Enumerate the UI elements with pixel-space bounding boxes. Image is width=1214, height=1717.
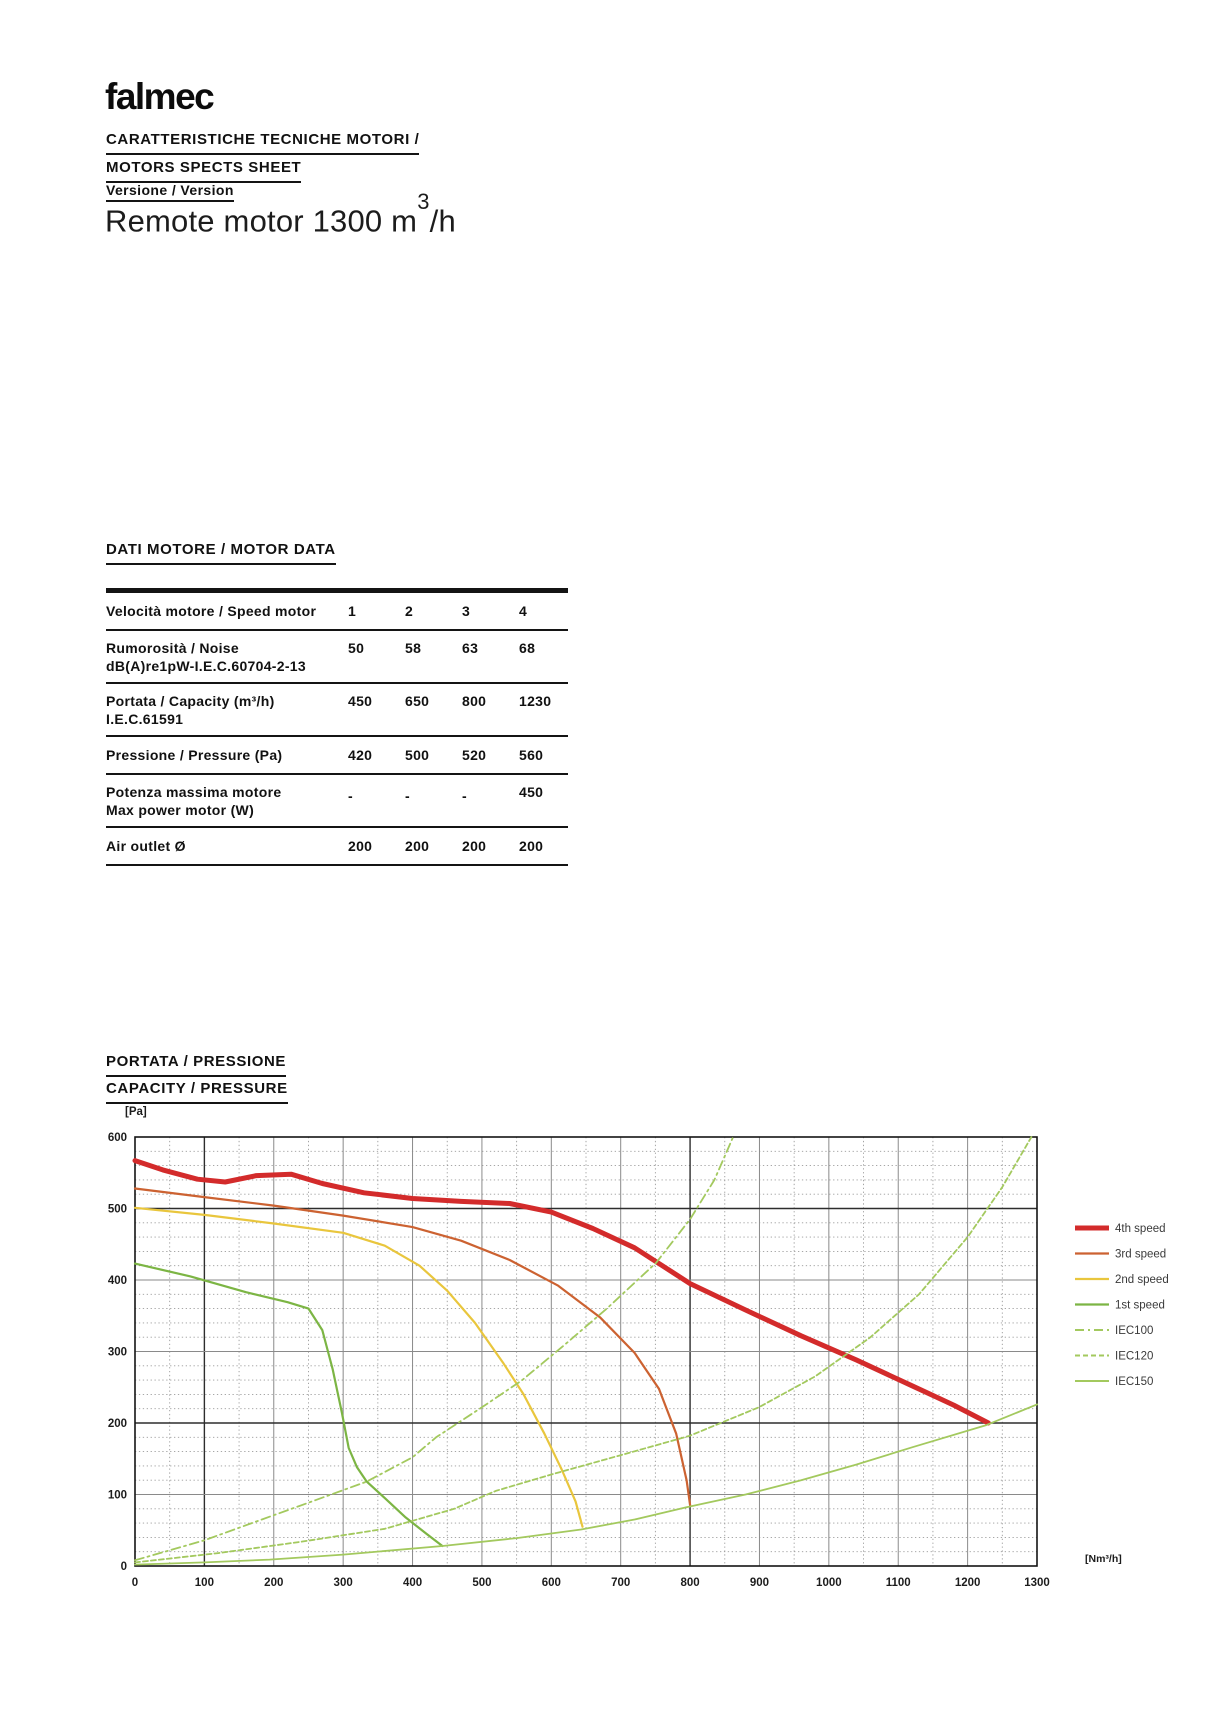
table-row-speed xyxy=(106,593,568,631)
capacity-pressure-chart-svg xyxy=(95,1095,1200,1655)
axis-labels xyxy=(108,1132,1050,1589)
table-row-air-outlet xyxy=(106,828,568,864)
svg-text:1000: 1000 xyxy=(816,1577,842,1589)
legend-item-3rd-speed xyxy=(1075,1249,1166,1261)
row-value: 800 xyxy=(462,693,487,709)
chart-title-line2: CAPACITY / PRESSURE xyxy=(106,1077,288,1104)
row-value: 1230 xyxy=(519,693,552,709)
row-value: 63 xyxy=(462,640,479,656)
svg-text:1100: 1100 xyxy=(885,1577,911,1589)
legend-item-1st-speed xyxy=(1075,1300,1165,1312)
model-title-sup: 3 xyxy=(417,189,430,214)
row-value: 50 xyxy=(348,640,365,656)
row-value: 68 xyxy=(519,640,536,656)
svg-text:300: 300 xyxy=(107,1346,127,1359)
doc-title-line1: CARATTERISTICHE TECNICHE MOTORI / xyxy=(106,128,419,155)
svg-text:1200: 1200 xyxy=(954,1577,981,1589)
falmec-logo: falmec xyxy=(105,76,214,117)
row-label: Portata / Capacity (m³/h) I.E.C.61591 xyxy=(106,693,275,727)
row-value: 520 xyxy=(462,747,487,763)
legend-item-2nd-speed xyxy=(1075,1274,1169,1286)
table-row-pressure xyxy=(106,737,568,775)
svg-text:[Nm³/h]: [Nm³/h] xyxy=(1085,1553,1122,1565)
row-label: Potenza massima motore Max power motor (W) xyxy=(106,784,282,818)
row-value: 420 xyxy=(348,747,373,763)
motor-data-table xyxy=(106,588,568,866)
svg-text:800: 800 xyxy=(680,1577,700,1589)
svg-text:500: 500 xyxy=(472,1577,492,1589)
grid-layer xyxy=(135,1137,1037,1566)
legend-item-4th-speed xyxy=(1075,1223,1166,1235)
y-axis-unit xyxy=(125,1106,147,1118)
row-value: 450 xyxy=(348,693,373,709)
svg-text:IEC100: IEC100 xyxy=(1115,1325,1154,1337)
svg-text:2nd speed: 2nd speed xyxy=(1115,1274,1169,1286)
row-value: - xyxy=(348,788,353,804)
row-value: 200 xyxy=(348,838,373,854)
table-row-max-power xyxy=(106,775,568,828)
row-value: 200 xyxy=(405,838,430,854)
svg-text:IEC120: IEC120 xyxy=(1115,1350,1154,1363)
svg-text:200: 200 xyxy=(264,1577,284,1589)
svg-text:400: 400 xyxy=(107,1275,127,1287)
svg-text:600: 600 xyxy=(541,1577,561,1589)
svg-text:0: 0 xyxy=(120,1561,127,1573)
row-value: - xyxy=(462,788,467,804)
table-row-capacity xyxy=(106,684,568,737)
series-IEC120 xyxy=(135,1137,1031,1562)
row-label: Pressione / Pressure (Pa) xyxy=(106,747,283,763)
doc-title-line2: MOTORS SPECTS SHEET xyxy=(106,156,301,183)
doc-title xyxy=(106,128,419,184)
row-value: 3 xyxy=(462,603,471,619)
svg-text:200: 200 xyxy=(107,1418,127,1430)
row-value: 650 xyxy=(405,693,430,709)
svg-text:1st speed: 1st speed xyxy=(1115,1299,1165,1312)
series-4th-speed xyxy=(135,1161,988,1423)
svg-text:500: 500 xyxy=(107,1203,127,1216)
row-value: - xyxy=(405,788,410,804)
series-2nd-speed xyxy=(135,1208,583,1527)
x-axis-unit xyxy=(1085,1553,1122,1565)
svg-text:400: 400 xyxy=(402,1577,423,1589)
svg-text:300: 300 xyxy=(333,1577,353,1589)
chart-title-line1: PORTATA / PRESSIONE xyxy=(106,1050,286,1077)
legend-item-IEC120 xyxy=(1075,1351,1153,1363)
model-title: Remote motor 1300 $m^3/h$ xyxy=(105,189,456,239)
svg-text:0: 0 xyxy=(131,1577,139,1589)
row-value: 500 xyxy=(405,747,430,763)
svg-text:[Pa]: [Pa] xyxy=(125,1106,147,1118)
row-label: Rumorosità / Noise dB(A)re1pW-I.E.C.60704-2-13 xyxy=(106,640,306,674)
row-value: 200 xyxy=(519,838,544,854)
row-value: 4 xyxy=(519,603,528,619)
svg-text:3rd speed: 3rd speed xyxy=(1115,1248,1167,1261)
version-label: Versione / Version xyxy=(106,182,234,202)
table-row-noise xyxy=(106,631,568,684)
series-1st-speed xyxy=(135,1264,442,1546)
row-label: Velocità motore / Speed motor xyxy=(106,603,317,619)
row-value: 560 xyxy=(519,747,544,763)
row-value: 2 xyxy=(405,603,414,619)
row-label: Air outlet Ø xyxy=(106,838,186,854)
capacity-pressure-chart xyxy=(95,1095,1200,1655)
svg-text:100: 100 xyxy=(107,1489,127,1502)
row-value: 200 xyxy=(462,838,487,854)
svg-text:700: 700 xyxy=(611,1577,631,1589)
svg-text:600: 600 xyxy=(107,1132,127,1144)
row-value: 450 xyxy=(519,784,544,800)
motor-data-section-title: DATI MOTORE / MOTOR DATA xyxy=(106,538,336,565)
svg-text:100: 100 xyxy=(194,1577,214,1589)
row-value: 58 xyxy=(405,640,422,656)
legend-item-IEC100 xyxy=(1075,1325,1153,1337)
svg-text:900: 900 xyxy=(749,1577,770,1589)
legend-item-IEC150 xyxy=(1075,1376,1153,1388)
svg-text:4th speed: 4th speed xyxy=(1115,1223,1166,1235)
svg-text:IEC150: IEC150 xyxy=(1115,1376,1154,1388)
row-value: 1 xyxy=(348,603,357,619)
svg-text:1300: 1300 xyxy=(1024,1577,1050,1589)
